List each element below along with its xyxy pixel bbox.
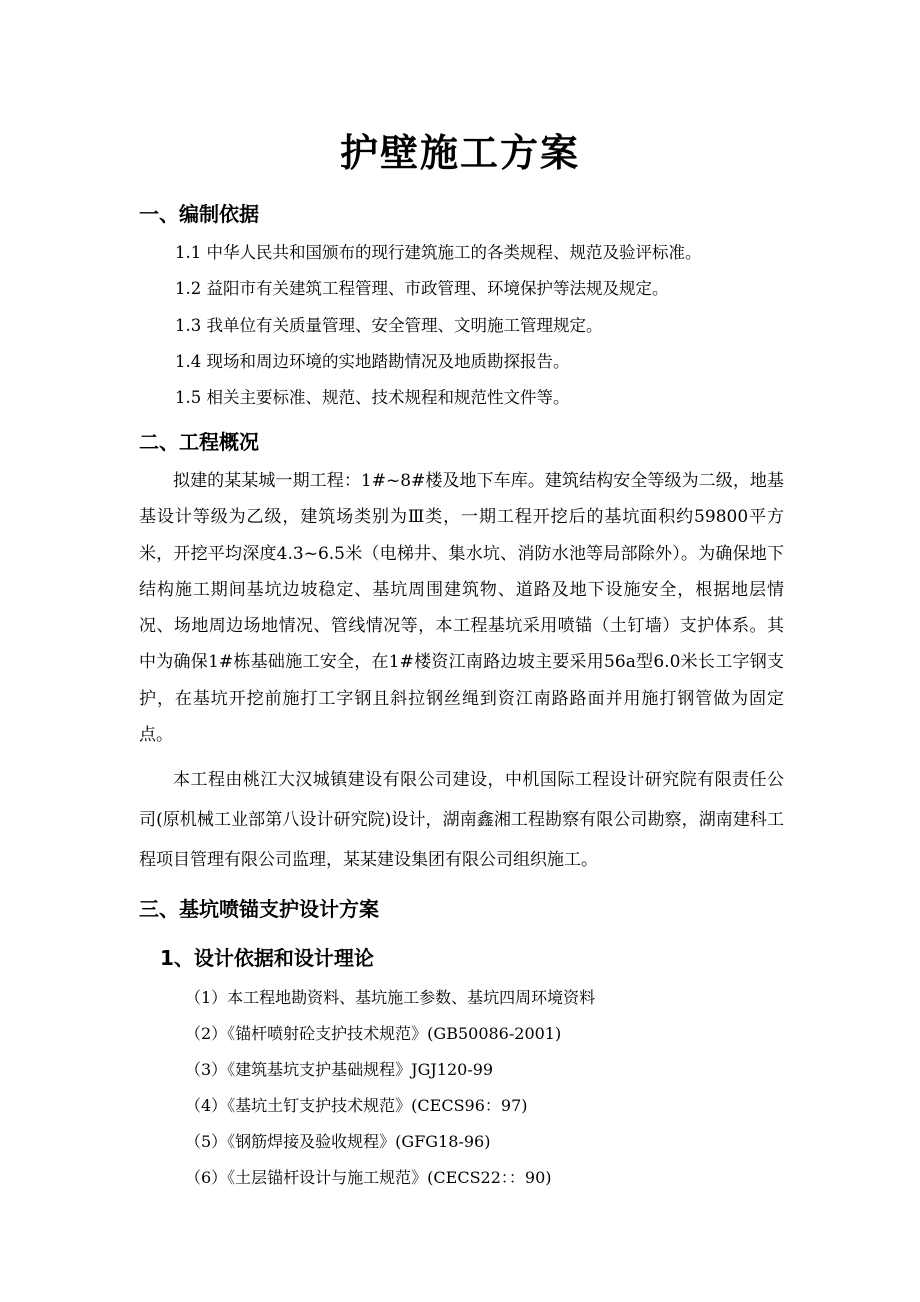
document-title: 护壁施工方案	[339, 131, 580, 175]
reference-item: （5）《钢筋焊接及验收规程》(GFG18-96)	[185, 1132, 491, 1151]
reference-item: （1）本工程地勘资料、基坑施工参数、基坑四周环境资料	[185, 988, 596, 1007]
section-heading: 三、基坑喷锚支护设计方案	[139, 897, 379, 921]
reference-item: （6）《土层锚杆设计与施工规范》(CECS22：：90)	[185, 1168, 552, 1187]
paragraph: 本工程由桃江大汉城镇建设有限公司建设，中机国际工程设计研究院有限责任公司(原机械工业部第八设计研究院)设计，湖南鑫湘工程勘察有限公司勘察，湖南建科工程项目管理有限公司监理，某某建设集团有限公司组织施工。	[139, 770, 784, 870]
list-item: 1.1 中华人民共和国颁布的现行建筑施工的各类规程、规范及验评标准。	[175, 243, 702, 262]
subsection-heading: 1、设计依据和设计理论	[160, 946, 374, 970]
list-item: 1.5 相关主要标准、规范、技术规程和规范性文件等。	[175, 388, 570, 407]
list-item: 1.3 我单位有关质量管理、安全管理、文明施工管理规定。	[175, 316, 603, 335]
section-heading: 二、工程概况	[139, 430, 259, 454]
paragraph: 拟建的某某城一期工程：1#~8#楼及地下车库。建筑结构安全等级为二级，地基基设计等级为乙级，建筑场类别为Ⅲ类，一期工程开挖后的基坑面积约59800平方米，开挖平均深度4.3~6.5米（电梯井、集水坑、消防水池等局部除外）。为确保地下结构施工期间基坑边坡稳定、基坑周围建筑物、道路及地下设施安全，根据地层情况、场地周边场地情况、管线情况等，本工程基坑采用喷锚（土钉墙）支护体系。其中为确保1#栋基础施工安全，在1#楼资江南路边坡主要采用56a型6.0米长工字钢支护，在基坑开挖前施打工字钢且斜拉钢丝绳到资江南路路面并用施打钢管做为固定点。	[139, 471, 784, 746]
section-heading: 一、编制依据	[139, 202, 259, 226]
reference-item: （4）《基坑土钉支护技术规范》(CECS96：97)	[185, 1096, 528, 1115]
reference-item: （2）《锚杆喷射砼支护技术规范》(GB50086-2001)	[185, 1024, 562, 1043]
list-item: 1.4 现场和周边环境的实地踏勘情况及地质勘探报告。	[175, 352, 570, 371]
reference-item: （3）《建筑基坑支护基础规程》JGJ120-99	[185, 1060, 494, 1079]
list-item: 1.2 益阳市有关建筑工程管理、市政管理、环境保护等法规及规定。	[175, 279, 669, 298]
